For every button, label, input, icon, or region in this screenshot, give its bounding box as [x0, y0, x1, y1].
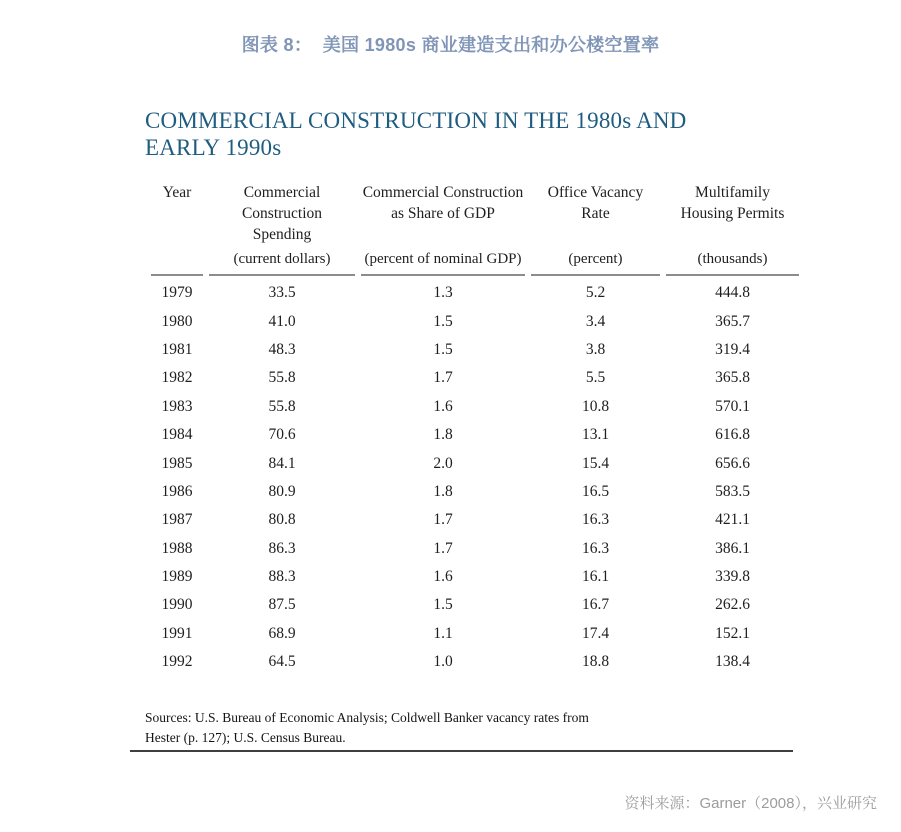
table-header — [151, 182, 799, 276]
table-cell: 16.3 — [581, 511, 610, 529]
column-header-label: Office Vacancy Rate — [547, 184, 644, 222]
table-cell: 5.2 — [585, 284, 606, 302]
table-row — [151, 478, 799, 506]
table-cell: 70.6 — [268, 426, 296, 444]
table-cell: 86.3 — [268, 539, 296, 557]
table-cell: 3.4 — [585, 312, 606, 330]
table-cell: 365.7 — [715, 312, 750, 330]
table-title-line-1: COMMERCIAL CONSTRUCTION IN THE 1980s AND — [145, 108, 687, 133]
table-cell: 16.3 — [581, 539, 610, 557]
table-cell: 152.1 — [715, 624, 750, 642]
column-header — [666, 182, 799, 245]
table-cell: 1986 — [161, 482, 193, 500]
table-cell: 87.5 — [268, 596, 296, 614]
table-row — [151, 307, 799, 335]
table-title-line-2: EARLY 1990s — [145, 134, 282, 160]
table-cell: 1985 — [161, 454, 193, 472]
table-cell: 2.0 — [433, 454, 453, 472]
table-cell: 1988 — [161, 539, 193, 557]
bottom-divider — [130, 750, 793, 752]
table-cell: 1.1 — [433, 624, 453, 642]
table-cell: 5.5 — [585, 369, 606, 387]
table-cell: 319.4 — [715, 340, 750, 358]
table-row — [151, 364, 799, 392]
table-cell: 1983 — [161, 397, 193, 415]
table-cell: 1987 — [161, 511, 193, 529]
sources-note-line-2: Hester (p. 127); U.S. Census Bureau. — [145, 730, 346, 746]
table-cell: 339.8 — [715, 568, 750, 586]
column-header-label: Commercial Construction Spending — [241, 184, 323, 243]
table-cell: 80.8 — [268, 511, 296, 529]
table-cell: 48.3 — [268, 340, 296, 358]
table-cell: 1991 — [161, 624, 193, 642]
table-cell: 41.0 — [268, 312, 296, 330]
sources-note-line-1: Sources: U.S. Bureau of Economic Analysis; Coldwell Banker vacancy rates from — [145, 710, 589, 726]
table-cell: 1.6 — [433, 397, 453, 415]
table-cell: 10.8 — [581, 397, 610, 415]
report-source-note: 资料来源：Garner（2008），兴业研究 — [624, 795, 877, 812]
table-cell: 1981 — [161, 340, 193, 358]
table-row — [151, 591, 799, 619]
data-table — [145, 182, 805, 676]
table-title — [145, 108, 805, 161]
table-row — [151, 276, 799, 307]
table-cell: 64.5 — [268, 653, 296, 671]
table-cell: 1.5 — [433, 596, 453, 614]
column-header-label: Commercial Construction as Share of GDP — [362, 184, 524, 222]
table-cell: 1.7 — [433, 539, 453, 557]
header-subunit-row — [151, 245, 799, 276]
column-subheader: (percent of nominal GDP) — [361, 245, 525, 276]
table-row — [151, 393, 799, 421]
table-row — [151, 421, 799, 449]
column-header — [361, 182, 525, 245]
table-row — [151, 535, 799, 563]
table-cell: 1984 — [161, 426, 193, 444]
table-body — [151, 276, 799, 676]
column-subheader — [151, 245, 203, 276]
table-cell: 33.5 — [268, 284, 296, 302]
table-cell: 3.8 — [585, 340, 606, 358]
table-cell: 570.1 — [715, 397, 750, 415]
table-cell: 1.3 — [433, 284, 453, 302]
table-cell: 16.7 — [581, 596, 610, 614]
table-cell: 1.5 — [433, 340, 453, 358]
table-cell: 1982 — [161, 369, 193, 387]
table-cell: 1.7 — [433, 369, 453, 387]
column-header — [531, 182, 660, 245]
table-cell: 1979 — [161, 284, 193, 302]
table-cell: 1.5 — [433, 312, 453, 330]
sources-note — [145, 708, 627, 748]
column-header-label: Multifamily Housing Permits — [680, 184, 785, 222]
document-body — [145, 108, 805, 748]
table-cell: 1.8 — [433, 426, 453, 444]
table-cell: 68.9 — [268, 624, 296, 642]
table-cell: 1989 — [161, 568, 193, 586]
table-row — [151, 648, 799, 676]
header-label-row — [151, 182, 799, 245]
table-cell: 1992 — [161, 653, 193, 671]
table-cell: 17.4 — [581, 624, 610, 642]
table-row — [151, 449, 799, 477]
table-cell: 365.8 — [715, 369, 750, 387]
table-cell: 55.8 — [268, 397, 296, 415]
table-cell: 138.4 — [715, 653, 750, 671]
table-cell: 18.8 — [581, 653, 610, 671]
column-subheader: (current dollars) — [209, 245, 355, 276]
table-cell: 80.9 — [268, 482, 296, 500]
column-subheader: (percent) — [531, 245, 660, 276]
column-header — [151, 182, 203, 245]
table-cell: 1.8 — [433, 482, 453, 500]
table-cell: 88.3 — [268, 568, 296, 586]
table-row — [151, 563, 799, 591]
table-cell: 1.7 — [433, 511, 453, 529]
table-cell: 1.0 — [433, 653, 453, 671]
table-row — [151, 620, 799, 648]
table-row — [151, 506, 799, 534]
table-cell: 421.1 — [715, 511, 750, 529]
column-subheader: (thousands) — [666, 245, 799, 276]
table-cell: 444.8 — [715, 284, 750, 302]
table-cell: 13.1 — [581, 426, 610, 444]
table-cell: 616.8 — [715, 426, 750, 444]
table-cell: 656.6 — [715, 454, 750, 472]
table-cell: 386.1 — [715, 539, 750, 557]
table-cell: 84.1 — [268, 454, 296, 472]
table-cell: 1980 — [161, 312, 193, 330]
table-cell: 15.4 — [581, 454, 610, 472]
table-cell: 262.6 — [715, 596, 750, 614]
column-header — [209, 182, 355, 245]
column-header-label: Year — [162, 184, 192, 201]
table-cell: 55.8 — [268, 369, 296, 387]
figure-caption: 图表 8： 美国 1980s 商业建造支出和办公楼空置率 — [241, 35, 660, 55]
table-cell: 16.5 — [581, 482, 610, 500]
table-cell: 1.6 — [433, 568, 453, 586]
table-row — [151, 336, 799, 364]
table-cell: 1990 — [161, 596, 193, 614]
table-cell: 16.1 — [581, 568, 610, 586]
table-cell: 583.5 — [715, 482, 750, 500]
